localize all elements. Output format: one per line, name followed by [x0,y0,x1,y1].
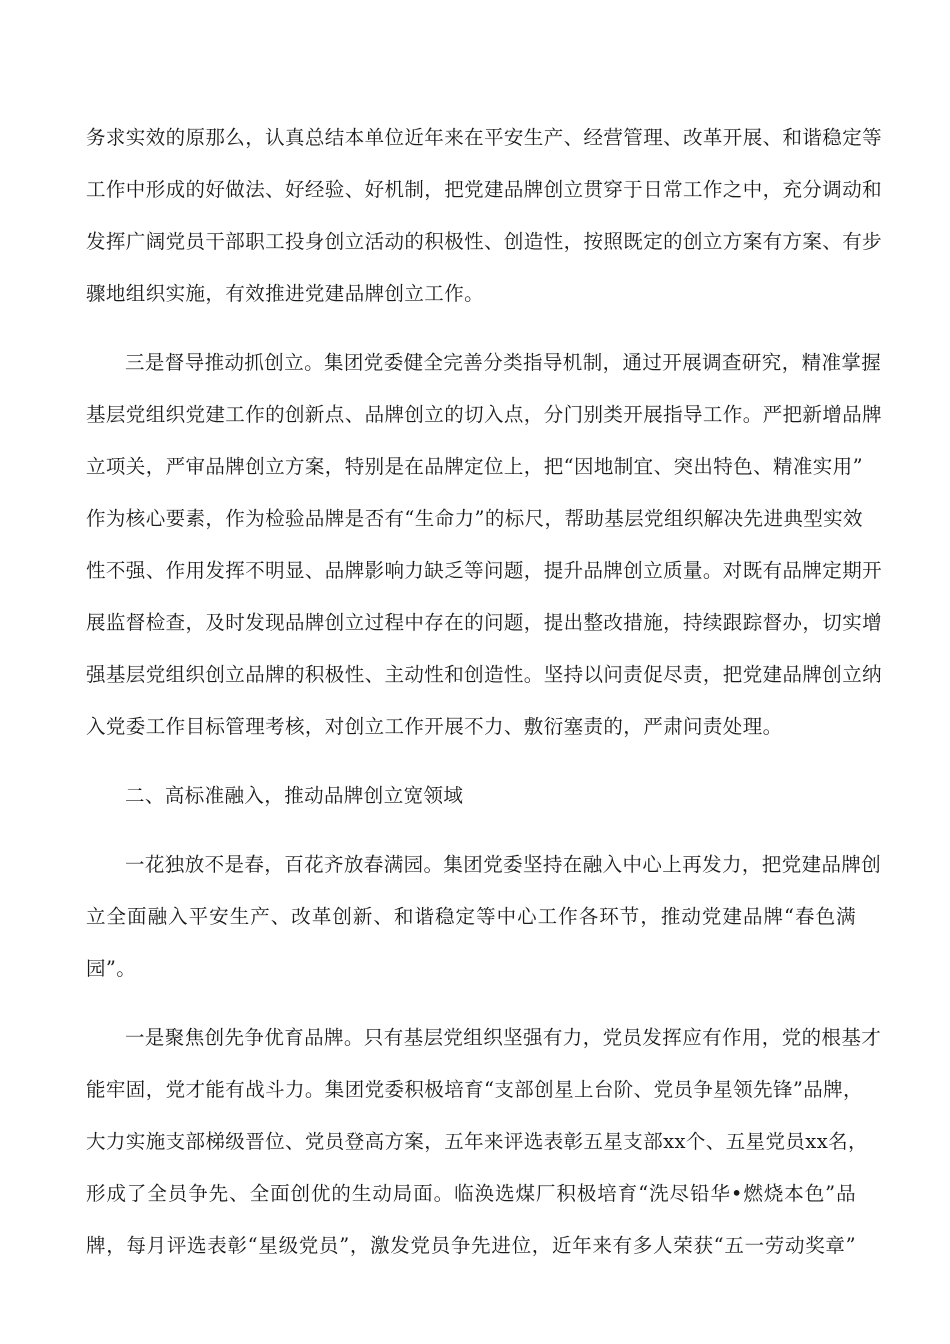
text-line: 作为核心要素，作为检验品牌是否有“生命力”的标尺，帮助基层党组织解决先进典型实效 [86,507,863,530]
text-line: 入党委工作目标管理考核，对创立工作开展不力、敷衍塞责的，严肃问责处理。 [86,715,783,738]
text-line: 牌，每月评选表彰“星级党员”，激发党员争先进位，近年来有多人荣获“五一劳动奖章” [86,1234,856,1257]
text-line: 骤地组织实施，有效推进党建品牌创立工作。 [86,282,485,305]
text-line: 能牢固，党才能有战斗力。集团党委积极培育“支部创星上台阶、党员争星领先锋”品牌， [86,1078,863,1101]
text-line: 一花独放不是春，百花齐放春满园。集团党委坚持在融入中心上再发力，把党建品牌创 [125,853,882,876]
text-line: 强基层党组织创立品牌的积极性、主动性和创造性。坚持以问责促尽责，把党建品牌创立纳 [86,663,883,686]
paragraph-integration [86,839,882,995]
document-page [86,112,883,1272]
text-line: 务求实效的原那么，认真总结本单位近年来在平安生产、经营管理、改革开展、和谐稳定等 [86,126,883,149]
paragraph-supervision [86,337,883,753]
text-line: 一是聚焦创先争优育品牌。只有基层党组织坚强有力，党员发挥应有作用，党的根基才 [125,1026,882,1049]
text-line: 大力实施支部梯级晋位、党员登高方案，五年来评选表彰五星支部xx个、五星党员xx名， [86,1130,868,1153]
text-line: 展监督检查，及时发现品牌创立过程中存在的问题，提出整改措施，持续跟踪督办，切实增 [86,611,883,634]
text-line: 工作中形成的好做法、好经验、好机制，把党建品牌创立贯穿于日常工作之中，充分调动和 [86,178,883,201]
text-line: 园”。 [86,957,137,980]
heading-line: 二、高标准融入，推动品牌创立宽领域 [125,784,464,807]
section-heading [86,770,856,822]
paragraph-continuation [86,112,883,320]
text-line: 性不强、作用发挥不明显、品牌影响力缺乏等问题，提升品牌创立质量。对既有品牌定期开 [86,559,883,582]
text-line: 立全面融入平安生产、改革创新、和谐稳定等中心工作各环节，推动党建品牌“春色满 [86,905,856,928]
text-line: 发挥广阔党员干部职工投身创立活动的积极性、创造性，按照既定的创立方案有方案、有步 [86,230,883,253]
text-line: 立项关，严审品牌创立方案，特别是在品牌定位上，把“因地制宜、突出特色、精准实用” [86,455,863,478]
paragraph-excellence [86,1012,882,1272]
text-line: 三是督导推动抓创立。集团党委健全完善分类指导机制，通过开展调查研究，精准掌握 [125,351,882,374]
text-line: 形成了全员争先、全面创优的生动局面。临涣选煤厂积极培育“洗尽铅华•燃烧本色”品 [86,1182,856,1205]
text-line: 基层党组织党建工作的创新点、品牌创立的切入点，分门别类开展指导工作。严把新增品牌 [86,403,883,426]
